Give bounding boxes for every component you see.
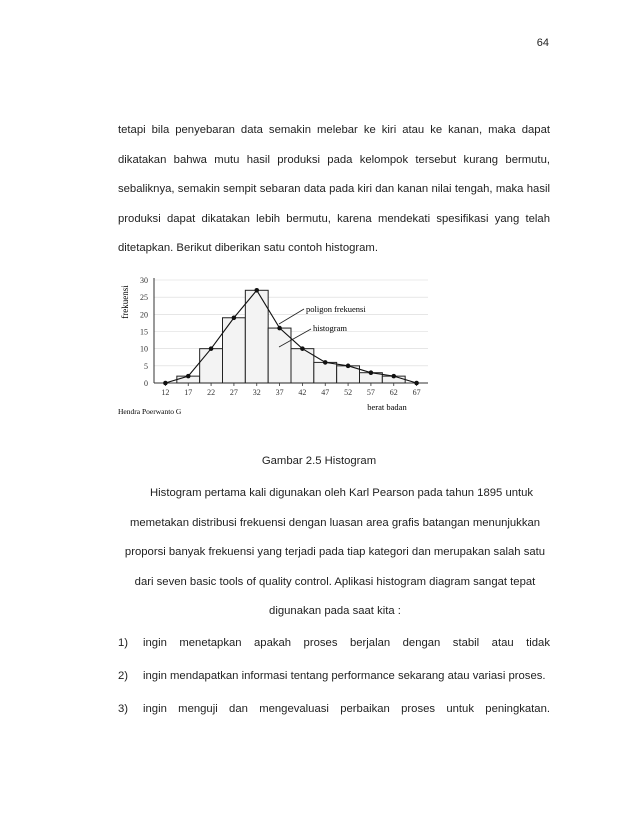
body-paragraph (110, 479, 560, 627)
list-text: ingin menguji dan mengevaluasi perbaikan proses untuk peningkatan. (143, 703, 550, 715)
y-tick-label: 30 (140, 276, 148, 285)
frequency-polygon-point (323, 360, 328, 365)
frequency-polygon-point (300, 346, 305, 351)
list-item (118, 693, 550, 726)
body-line: Histogram pertama kali digunakan oleh Karl Pearson pada tahun 1895 untuk (150, 487, 534, 499)
list-number: 3) (118, 703, 129, 715)
histogram-bar (223, 318, 246, 383)
frequency-polygon-point (391, 374, 396, 379)
body-line: proporsi banyak frekuensi yang terjadi pada tiap kategori dan merupakan salah satu (124, 546, 546, 558)
y-tick-label: 10 (140, 344, 148, 354)
x-tick-label: 67 (412, 388, 421, 397)
frequency-polygon-point (186, 374, 191, 379)
numbered-list (118, 627, 550, 726)
x-tick-label: 62 (389, 388, 398, 397)
frequency-polygon-point (232, 315, 237, 320)
annotation-poligon-frekuensi: poligon frekuensi (306, 304, 366, 314)
annotation-histogram: histogram (313, 323, 347, 333)
frequency-polygon-point (414, 381, 419, 386)
body-line: memetakan distribusi frekuensi dengan luasan area grafis batangan menunjukkan (129, 516, 541, 529)
x-axis-label: berat badan (367, 402, 407, 412)
x-tick-label: 17 (184, 388, 193, 397)
histogram-chart (116, 272, 438, 420)
list-number: 2) (118, 670, 129, 682)
figure-credit: Hendra Poerwanto G (118, 407, 182, 416)
histogram-bar (314, 362, 337, 383)
x-tick-label: 57 (366, 388, 375, 397)
y-tick-label: 0 (144, 379, 148, 388)
x-tick-label: 22 (207, 388, 216, 397)
list-text: ingin mendapatkan informasi tentang performance sekarang atau variasi proses. (143, 670, 546, 682)
x-tick-label: 37 (275, 388, 284, 397)
x-tick-label: 42 (298, 388, 307, 397)
y-tick-label: 20 (140, 310, 148, 320)
body-line: dari seven basic tools of quality control. Aplikasi histogram diagram sangat tepat (134, 575, 536, 588)
x-tick-label: 12 (161, 388, 170, 397)
figure-caption: Gambar 2.5 Histogram (261, 455, 377, 467)
frequency-polygon-point (277, 326, 282, 331)
body-line: digunakan pada saat kita : (269, 605, 401, 617)
y-tick-label: 15 (140, 327, 148, 337)
frequency-polygon-point (346, 364, 351, 369)
list-item (118, 660, 550, 693)
intro-paragraph: tetapi bila penyebaran data semakin melebar ke kiri atau ke kanan, maka dapat dikatakan bahwa mutu hasil produksi pada kelompok tersebut kurang bermutu, sebaliknya, semakin sempit sebaran data pada kiri dan kanan nilai tengah, maka hasil produksi dapat dikatakan lebih bermutu, karena mendekati spesifikasi yang telah ditetapkan. Berikut diberikan satu contoh histogram. (118, 124, 550, 254)
x-tick-label: 47 (321, 388, 330, 397)
histogram-bar (268, 328, 291, 383)
histogram-bar (200, 349, 223, 383)
x-tick-label: 27 (229, 388, 238, 397)
frequency-polygon-point (369, 370, 374, 375)
frequency-polygon-point (209, 346, 214, 351)
frequency-polygon-point (254, 288, 259, 293)
y-axis-label: frekuensi (120, 285, 130, 319)
list-item (118, 627, 550, 660)
annotation-pointer (279, 309, 304, 324)
y-tick-label: 5 (144, 361, 148, 371)
x-tick-label: 32 (252, 388, 261, 397)
list-number: 1) (118, 637, 129, 649)
frequency-polygon-point (163, 381, 168, 386)
list-text: ingin menetapkan apakah proses berjalan dengan stabil atau tidak (143, 637, 550, 649)
x-tick-label: 52 (344, 388, 353, 397)
y-tick-label: 25 (140, 293, 148, 303)
page-number: 64 (536, 37, 549, 49)
